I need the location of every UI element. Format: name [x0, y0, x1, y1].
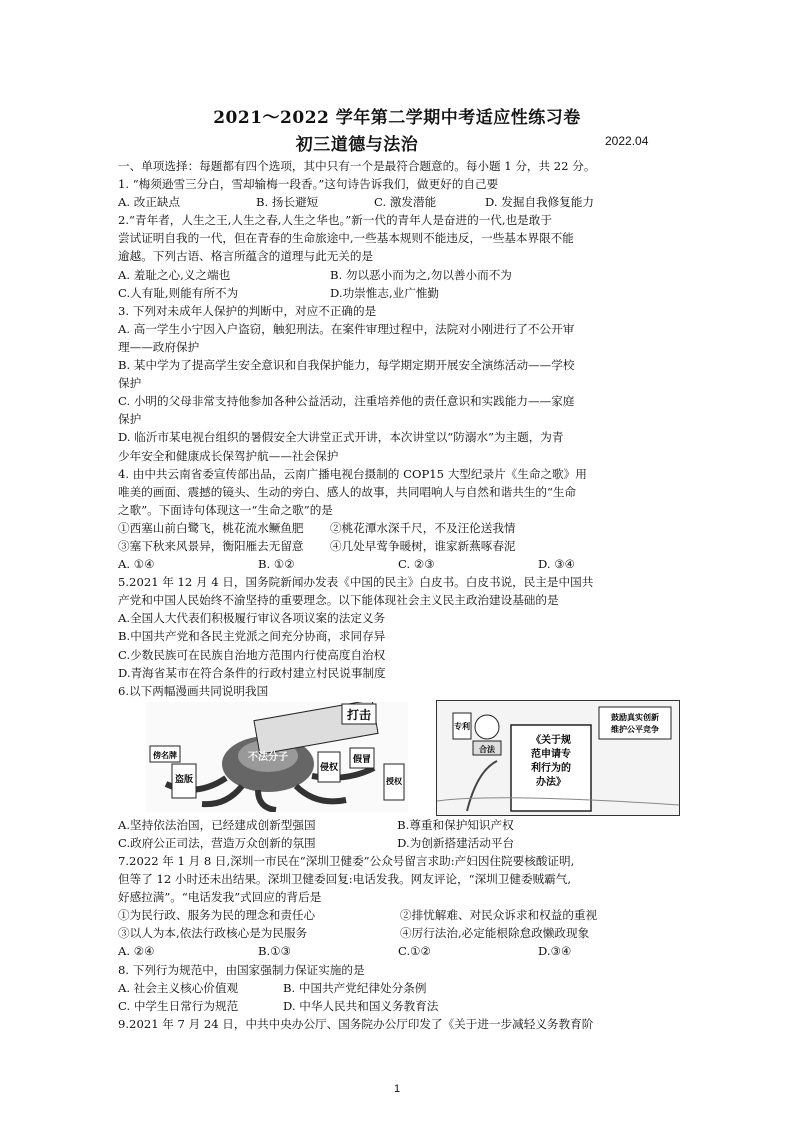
q7-option-a: A. ②④	[118, 944, 155, 959]
q6-options-row	[118, 834, 678, 852]
q5-line: B.中国共产党和各民主党派之间充分协商，求同存异	[118, 629, 386, 644]
q7-option-b: B.①③	[258, 944, 291, 959]
page-number: 1	[393, 1083, 401, 1095]
cartoon2-label: 《关于规	[531, 734, 571, 746]
q7-option-c: C.①②	[398, 944, 431, 959]
q6-option-b: B.尊重和保护知识产权	[397, 817, 514, 832]
q5-line: C.少数民族可在民族自治地方范围内行使高度自治权	[118, 647, 386, 662]
exam-title: 2021～2022 学年第二学期中考适应性练习卷	[213, 108, 581, 128]
q7-item-1: ①为民行政、服务为民的理念和责任心	[118, 908, 316, 923]
q4-line: 唯美的画面、震撼的镜头、生动的旁白、感人的故事，共同唱响人与自然和谐共生的“生命	[118, 484, 577, 499]
cartoon1-label: 傍名牌	[153, 750, 177, 760]
q5-line: 产党和中国人民始终不渝坚持的重要理念。以下能体现社会主义民主政治建设基础的是	[118, 593, 559, 608]
q8-option-d: D. 中华人民共和国义务教育法	[283, 998, 439, 1013]
q7-line: 好感拉满”。“电话发我”式回应的背后是	[118, 890, 322, 905]
cartoon2-label: 合法	[479, 744, 495, 754]
q3-line: 理——政府保护	[118, 339, 200, 354]
q5-line: A.全国人大代表们积极履行审议各项议案的法定义务	[118, 611, 386, 626]
q8-stem: 8. 下列行为规范中，由国家强制力保证实施的是	[118, 962, 365, 977]
q3-line: A. 高一学生小宁因入户盗窃，触犯刑法。在案件审理过程中，法院对小刚进行了不公开审	[118, 321, 575, 336]
q4-poems-row	[118, 519, 678, 537]
q1-option-a: A. 改正缺点	[118, 195, 181, 210]
cartoon1-label: 盗版	[174, 774, 194, 785]
q4-poem-2: ②桃花潭水深千尺，不及汪伦送我情	[330, 520, 516, 535]
cartoon-patent-image	[436, 700, 680, 816]
q5-line: 5.2021 年 12 月 4 日，国务院新闻办发表《中国的民主》白皮书。白皮书说，民主是中国共	[118, 575, 594, 590]
q9-stem: 9.2021 年 7 月 24 日，中共中央办公厅、国务院办公厅印发了《关于进一步减轻义务教育阶	[118, 1016, 594, 1031]
q7-option-d: D.③④	[538, 944, 572, 959]
cartoon1-label: 假冒	[352, 754, 372, 765]
cartoon2-label: 鼓励真实创新	[611, 712, 659, 722]
cartoon2-label: 利行为的	[531, 762, 571, 774]
exam-body	[118, 157, 678, 1033]
cartoon1-label: 授权	[386, 776, 402, 786]
q6-options-row	[118, 816, 678, 834]
q1-stem: 1. “梅须逊雪三分白，雪却输梅一段香。”这句诗告诉我们，做更好的自己要	[118, 177, 499, 192]
q1-option-c: C. 激发潜能	[374, 195, 437, 210]
q4-poems-row	[118, 537, 678, 555]
q7-item-3: ③以人为本,依法行政核心是为民服务	[118, 926, 308, 941]
exam-date: 2022.04	[605, 134, 649, 148]
q6-option-d: D.为创新搭建活动平台	[397, 835, 515, 850]
q3-line: B. 某中学为了提高学生安全意识和自我保护能力，每学期定期开展安全演练活动——学校	[118, 358, 575, 373]
q2-options-row	[118, 266, 678, 284]
q4-line: 4. 由中共云南省委宣传部出品，云南广播电视台摄制的 COP15 大型纪录片《生命之歌》用	[118, 466, 587, 481]
q3-line: 保护	[118, 412, 142, 427]
q4-line: 之歌”。下面诗句体现这一“生命之歌”的是	[118, 502, 333, 517]
q6-stem: 6.以下两幅漫画共同说明我国	[118, 683, 269, 698]
q7-items-row	[118, 924, 678, 942]
q4-poem-3: ③塞下秋来风景异，衡阳雁去无留意	[118, 538, 304, 553]
q6-cartoons	[118, 700, 678, 816]
q4-poem-4: ④几处早莺争暖树，谁家新燕啄春泥	[330, 538, 516, 553]
cartoon-octopus-image	[146, 702, 408, 812]
cartoon1-label: 不法分子	[248, 751, 288, 763]
q8-option-b: B. 中国共产党纪律处分条例	[283, 980, 427, 995]
q5-line: D.青海省某市在符合条件的行政村建立村民说事制度	[118, 665, 386, 680]
q4-option-d: D. ③④	[538, 557, 576, 572]
q2-option-c: C.人有耻,则能有所不为	[118, 285, 239, 300]
cartoon2-label: 办法》	[536, 776, 566, 788]
cartoon2-label: 维护公平竞争	[611, 724, 659, 734]
cartoon2-label: 专利	[454, 721, 470, 731]
q2-option-a: A. 羞耻之心,义之端也	[118, 267, 231, 282]
q2-options-row	[118, 284, 678, 302]
q3-line: 少年安全和健康成长保驾护航——社会保护	[118, 448, 339, 463]
q2-line: 2.“青年者，人生之王,人生之春,人生之华也。”新一代的青年人是奋进的一代,也是敢于	[118, 213, 552, 228]
q4-options	[118, 555, 678, 573]
q6-option-c: C.政府公正司法，营造万众创新的氛围	[118, 835, 316, 850]
q8-option-a: A. 社会主义核心价值观	[118, 980, 239, 995]
q1-option-d: D. 发掘自我修复能力	[485, 195, 595, 210]
q8-options-row	[118, 997, 678, 1015]
q3-line: C. 小明的父母非常支持他参加各种公益活动，注重培养他的责任意识和实践能力——家庭	[118, 394, 575, 409]
q7-options	[118, 942, 678, 960]
q4-poem-1: ①西塞山前白鹭飞，桃花流水鳜鱼肥	[118, 520, 304, 535]
q3-line: D. 临沂市某电视台组织的暑假安全大讲堂正式开讲，本次讲堂以“防溺水”为主题，为青	[118, 430, 564, 445]
cartoon1-label: 侵权	[319, 762, 339, 773]
cartoon2-label: 范申请专	[531, 748, 571, 760]
q8-option-c: C. 中学生日常行为规范	[118, 998, 239, 1013]
q4-option-c: C. ②③	[398, 557, 435, 572]
q7-line: 但等了 12 小时还未出结果。深圳卫健委回复:电话发我。网友评论，“深圳卫健委贼霸气,	[118, 872, 572, 887]
q7-item-4: ④厉行法治,必定能根除怠政懒政现象	[400, 926, 590, 941]
q7-items-row	[118, 906, 678, 924]
q4-option-a: A. ①④	[118, 557, 155, 572]
cartoon1-label: 打击	[346, 707, 372, 722]
q3-line: 3. 下列对未成年人保护的判断中，对应不正确的是	[118, 303, 377, 318]
q2-line: 逾越。下列古语、格言所蕴含的道理与此无关的是	[118, 249, 374, 264]
q6-option-a: A.坚持依法治国，已经建成创新型强国	[118, 817, 316, 832]
section-instructions: 一、单项选择：每题都有四个选项，其中只有一个是最符合题意的。每小题 1 分，共 22 分。	[118, 159, 596, 173]
q7-line: 7.2022 年 1 月 8 日,深圳一市民在“深圳卫健委”公众号留言求助:产妇因住院要核酸证明,	[118, 854, 575, 868]
q2-option-d: D.功崇惟志,业广惟勤	[330, 285, 440, 300]
q3-line: 保护	[118, 376, 142, 391]
q2-option-b: B. 勿以恶小而为之,勿以善小而不为	[330, 267, 512, 282]
exam-subtitle: 初三道德与法治	[295, 135, 419, 155]
q4-option-b: B. ①②	[258, 557, 295, 572]
q1-options	[118, 193, 678, 211]
q2-line: 尝试证明自我的一代，但在青春的生命旅途中,一些基本规则不能违反，一些基本界限不能	[118, 231, 574, 246]
q1-option-b: B. 扬长避短	[256, 195, 319, 210]
q7-item-2: ②排忧解难、对民众诉求和权益的重视	[400, 908, 598, 923]
q8-options-row	[118, 979, 678, 997]
